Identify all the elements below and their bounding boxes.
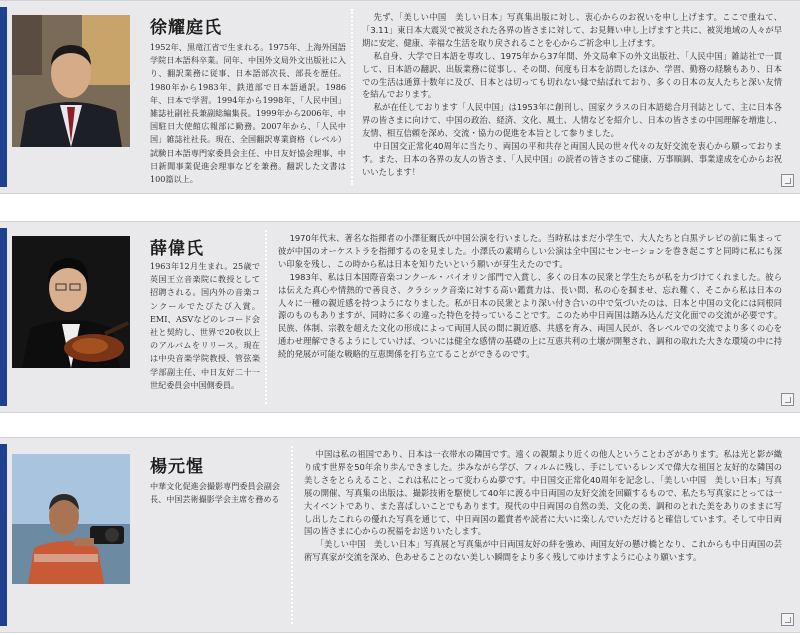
profile-card-2 (0, 221, 800, 413)
card-accent-bar (0, 228, 7, 406)
column-divider (351, 9, 353, 185)
profile-bio: 1963年12月生まれ。25歳で英国王立音楽院に教授として招聘される。国内外の音楽コンクールでたびたび入賞。EMI、ASVなどのレコード会社と契約し、世界で20枚以上のアルバムをリリース。現在は中央音楽学院教授、管弦楽学部副主任、中日友好二十一世紀委員会中国側委員。 (150, 261, 260, 390)
message-paragraph: 1970年代末、著名な指揮者の小澤征爾氏が中国公演を行いました。当時私はまだ小学生で、大人たちと白黒テレビの前に集まって彼が中国のオーケストラを指揮するのを見ました。小澤氏の素晴らしい公演は全中国にセンセーションを巻き起こすと同時に私にも深い印象を残し、この時から私は日本を知りたいという願いが芽生えたのです。 (278, 233, 782, 269)
message-paragraph: 先ず、「美しい中国 美しい日本」写真集出版に対し、衷心からのお祝いを申し上げます。ここで重ねて、「3.11」東日本大震災で被災された各界の皆さまに対して、お見舞い申し上げますと共に、被災地域の人々が早期に安定、健康、幸福な生活を取り戻されることを心からご祈念申し上げます。 (362, 12, 782, 48)
column-divider (265, 230, 267, 404)
message-paragraph: 中国は私の祖国であり、日本は一衣帯水の隣国です。遠くの親類より近くの他人ということわざがあります。私は光と影が織り成す世界を50年余り歩んできました。歩みながら学び、フィルムに残し、手にしているレンズで偉大な祖国と友好的な隣国の美しさをとらえること、これは私にとって変わらぬ夢です。中日国交正常化40周年を記念し、「美しい中国 美しい日本」写真展の開催、写真集の出版は、撮影技術を駆使して40年に渡る中日両国の友好交流を回顧するもので、私たち写真家にとっては一大イベントであり、また喜ばしいことでもあります。現代の中日両国の自然の美、文化の美、調和のとれた美をありのままに写し出したこれらの優れた写真を通じて、中日両国の鑑賞者や読者に大いに楽しんでいただけると確信しています。そして中日両国の皆さまに心からの祝福をお送りいたします。 (304, 449, 782, 537)
profile-photo (12, 454, 130, 584)
message-body (278, 232, 782, 408)
message-paragraph: 1983年、私は日本国際音楽コンクール・バイオリン部門で入賞し、多くの日本の民衆と学生たちが私を力づけてくれました。彼らは伝えた真心や情熱的で善良さ、クラシック音楽に対する高い鑑賞力は、長い間、私の心を掴ませ、忘れ難く、そこから私は日本の人々に一種の親近感を持つようになりました。私が日本の民衆とより深い付き合いの中で気づいたのは、日本と中国の文化には同根同源のものもありますが、同時に多くの違った特色を持っていることです。このため中日両国は踏み込んだ文化面での交流が必要です。民族、体制、宗教を超えた文化の形成によって両国人民の間に親近感、共感を育み、両国人民が、各レベルでの交流でより多くの心を通わせ理解できるようにしていけば、ついには健全な感情の基礎の上に互恵共利の土壌が開墾され、調和の取れた大きな環境の中に持続的発展が可能な戦略的互恵関係を打ち立てることができるのです。 (278, 271, 782, 360)
message-paragraph: 私が在任しております「人民中国」は1953年に創刊し、国家クラスの日本語総合月刊誌として、主に日本各界の皆さまに向けて、中国の政治、経済、文化、風土、人情などを紹介し、日本の皆さまの中国理解を増進し、友情、相互信頼を深め、交流・協力の促進を本旨として参りました。 (362, 102, 782, 139)
message-body (304, 448, 782, 628)
corner-arrow-icon[interactable] (781, 613, 794, 626)
message-body (362, 11, 782, 189)
profile-photo (12, 236, 130, 368)
corner-arrow-icon[interactable] (781, 174, 794, 187)
corner-arrow-icon[interactable] (781, 393, 794, 406)
message-paragraph: 私自身、大学で日本語を専攻し、1975年から37年間、外文局傘下の外文出版社、「人民中国」雑誌社で一貫して、日本語の翻訳、出版業務に従事し、その間、何度も日本を訪問したほか、学習、勤務の経験もあり、日本での生活は通算十数年に及び、日本とは切っても切れない縁で結ばれており、多くの日本の友人たちと深い友情を結んでおります。 (362, 50, 782, 100)
card-accent-bar (0, 444, 7, 626)
message-paragraph: 中日国交正常化40周年に当たり、両国の平和共存と両国人民の世々代々の友好交流を衷心から願っております。また、日本の各界の友人の皆さま、「人民中国」の読者の皆さまのご健康、万事順調、事業達成を心からお祝いいたします！ (362, 141, 782, 177)
profile-card-1 (0, 0, 800, 194)
profile-name: 薛偉氏 (150, 239, 204, 259)
card-accent-bar (0, 7, 7, 187)
profile-card-3 (0, 437, 800, 633)
profile-name: 楊元惺 (150, 457, 204, 477)
profile-photo (12, 15, 130, 147)
message-paragraph: 「美しい中国 美しい日本」写真展と写真集が中日両国友好の絆を強め、両国友好の懸け橋となり、これからも中日両国の芸術写真家が交流を深め、色あせることのない美しい瞬間をより多く残してゆけますように心より願います。 (304, 539, 782, 563)
profile-bio: 中華文化促進会撮影専門委員会副会長、中国芸術撮影学会主席を務める (150, 481, 280, 505)
profile-bio: 1952年、黒竜江省で生まれる。1975年、上海外国語学院日本語科卒業。同年、中国外文局外文出版社に入り、翻訳業務に従事、日本語部次長、部長を歴任。1980年から1983年、鉄道部で日本語通訳。1986年、日本で学習。1994年から1998年、「人民中国」雑誌社副社長兼副総編集長。1999年から2006年、中国駐日大使館広報部に勤務。2007年から、「人民中国」雑誌社社長。現在、全国翻訳専業資格（レベル）試験日本語専門家委員会主任、中日友好協会理事、中日新聞事業促進会理事などを兼務。翻訳した文書は100篇以上。 (150, 42, 346, 185)
profile-name: 徐耀庭氏 (150, 18, 222, 38)
column-divider (291, 446, 293, 624)
